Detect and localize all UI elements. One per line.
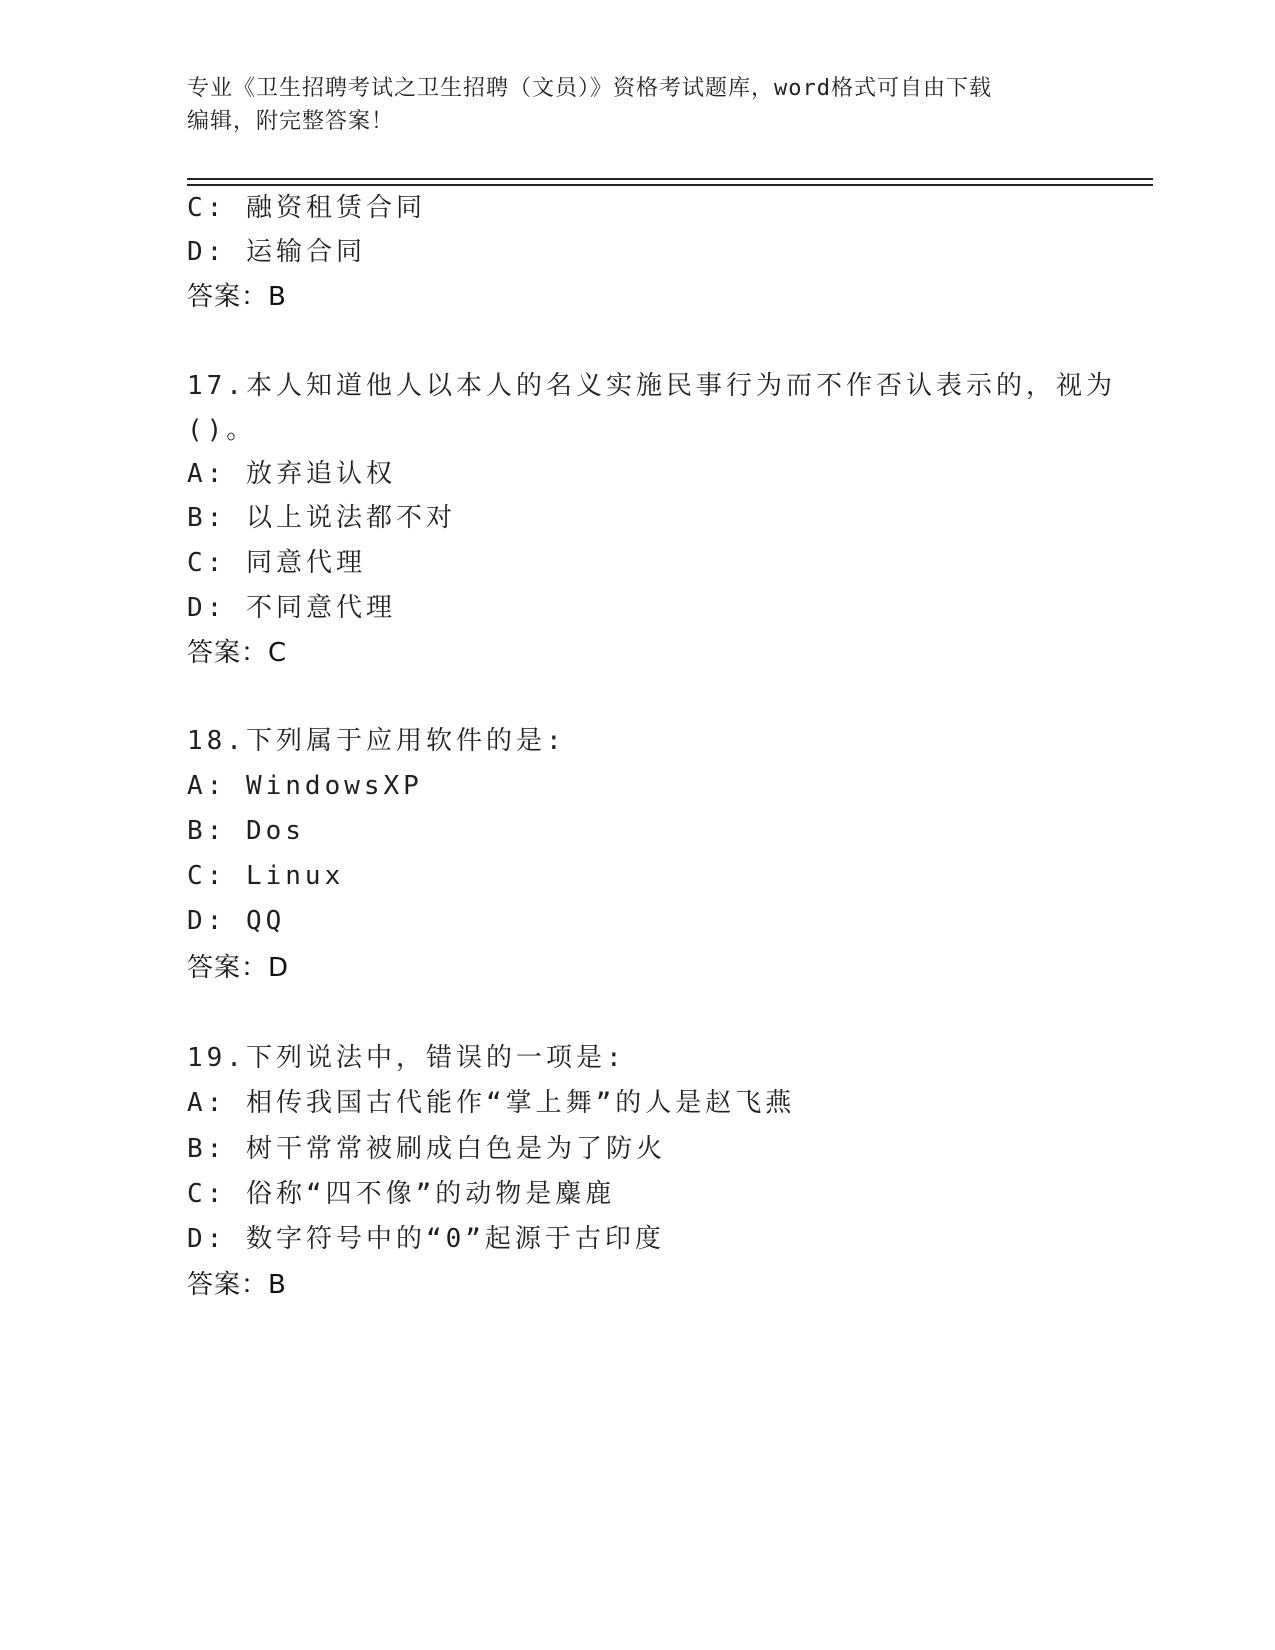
header-line-1: 专业《卫生招聘考试之卫生招聘（文员）》资格考试题库，word格式可自由下载 bbox=[187, 76, 992, 101]
q18-option-a: A: WindowsXP bbox=[187, 771, 423, 801]
header-divider-top bbox=[187, 178, 1153, 180]
q16-option-c: C: 融资租赁合同 bbox=[187, 193, 426, 223]
q19-option-c: C: 俗称“四不像”的动物是麋鹿 bbox=[187, 1179, 616, 1209]
q17-stem-line-1: 17.本人知道他人以本人的名义实施民事行为而不作否认表示的，视为 bbox=[187, 371, 1116, 401]
q19-option-a: A: 相传我国古代能作“掌上舞”的人是赵飞燕 bbox=[187, 1088, 796, 1118]
q19-stem: 19.下列说法中，错误的一项是: bbox=[187, 1043, 626, 1073]
q19-option-b: B: 树干常常被刷成白色是为了防火 bbox=[187, 1134, 666, 1164]
q17-stem-line-2: ()。 bbox=[187, 415, 257, 445]
q17-answer: 答案：C bbox=[187, 638, 288, 668]
document-header bbox=[187, 72, 1077, 138]
q17-option-d: D: 不同意代理 bbox=[187, 593, 396, 623]
q16-option-d: D: 运输合同 bbox=[187, 237, 366, 267]
q18-answer: 答案：D bbox=[187, 953, 290, 983]
q16-answer: 答案：B bbox=[187, 282, 287, 312]
q17-option-b: B: 以上说法都不对 bbox=[187, 503, 456, 533]
q18-option-b: B: Dos bbox=[187, 816, 305, 846]
q19-answer: 答案：B bbox=[187, 1270, 287, 1300]
header-line-2: 编辑，附完整答案！ bbox=[187, 109, 395, 134]
q17-option-a: A: 放弃追认权 bbox=[187, 459, 396, 489]
q18-option-c: C: Linux bbox=[187, 861, 345, 891]
q18-stem: 18.下列属于应用软件的是: bbox=[187, 726, 566, 756]
q18-option-d: D: QQ bbox=[187, 906, 286, 936]
header-divider-bottom bbox=[187, 184, 1153, 186]
q19-option-d: D: 数字符号中的“0”起源于古印度 bbox=[187, 1224, 665, 1254]
q17-option-c: C: 同意代理 bbox=[187, 548, 366, 578]
